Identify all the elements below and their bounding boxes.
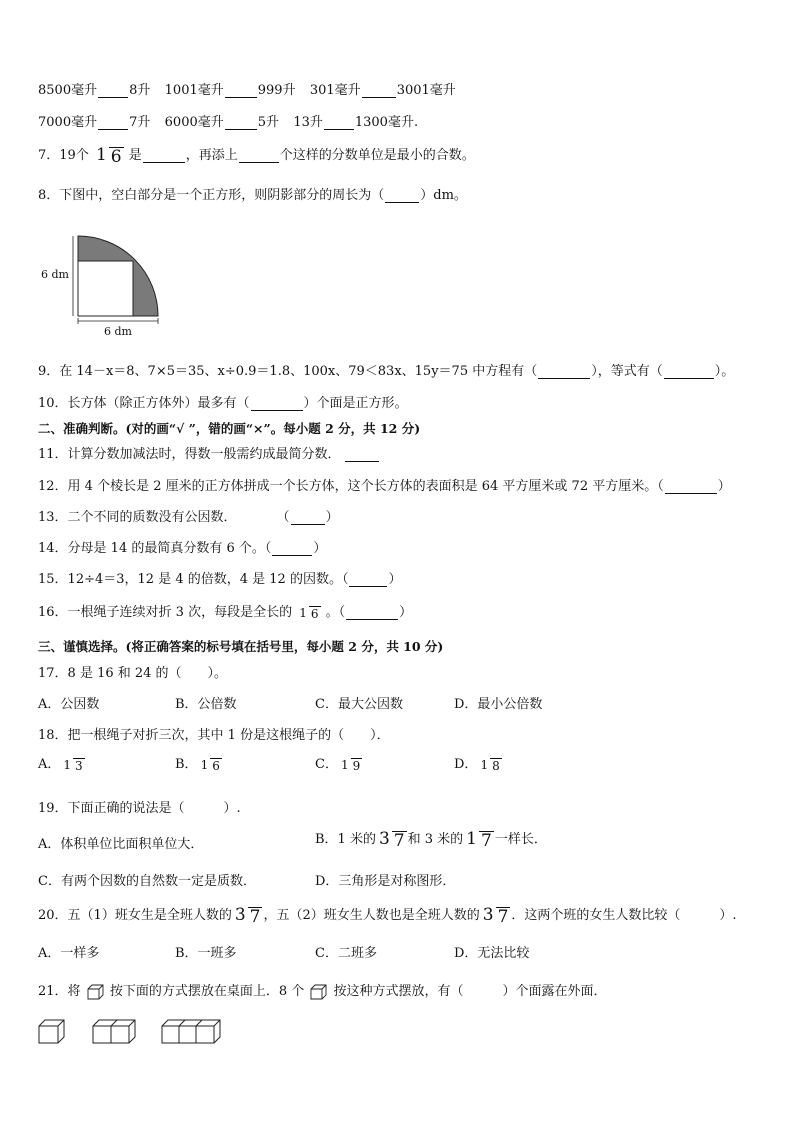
question-16: 16．一根绳子连续对折 3 次，每段是全长的 1 6 。（ ） bbox=[38, 605, 413, 621]
option-a[interactable]: A．一样多 bbox=[38, 946, 100, 961]
conv-item: 7000毫升 bbox=[38, 115, 98, 130]
side-label: 6 dm bbox=[41, 268, 69, 281]
answer-blank[interactable] bbox=[291, 512, 325, 525]
option-d[interactable]: D．三角形是对称图形． bbox=[315, 874, 456, 889]
question-21: 21．将 按下面的方式摆放在桌面上．8 个 按这种方式摆放，有（ ）个面露在外面． bbox=[38, 984, 607, 999]
conv-item: 13升 bbox=[293, 115, 323, 130]
fraction: 3 7 bbox=[234, 905, 261, 927]
conv-item: 5升 bbox=[257, 115, 280, 130]
conv-item: 1300毫升 bbox=[354, 115, 414, 130]
conversion-row-2: 7000毫升 7升 6000毫升 5升 13升 1300毫升. bbox=[38, 113, 418, 134]
three-cubes bbox=[162, 1020, 220, 1043]
section-2-heading: 二、准确判断。(对的画“√ ”，错的画“×”。每小题 2 分，共 12 分) bbox=[38, 421, 421, 436]
question-19: 19．下面正确的说法是（ ）. bbox=[38, 801, 241, 816]
cube-arrangements-figure bbox=[38, 1018, 238, 1048]
answer-blank[interactable] bbox=[225, 85, 257, 98]
answer-blank[interactable] bbox=[665, 481, 717, 494]
conv-item: 8升 bbox=[129, 83, 151, 98]
option-d[interactable]: D．最小公倍数 bbox=[454, 697, 543, 712]
bottom-label: 6 dm bbox=[104, 325, 132, 338]
option-d[interactable]: D． 1 8 bbox=[454, 757, 500, 773]
option-b[interactable]: B． 1 6 bbox=[175, 757, 220, 773]
answer-blank[interactable] bbox=[143, 150, 185, 163]
question-18: 18．把一根绳子对折三次，其中 1 份是这根绳子的（ ）． bbox=[38, 728, 390, 743]
answer-blank[interactable] bbox=[98, 85, 128, 98]
question-8: 8．下图中，空白部分是一个正方形，则阴影部分的周长为（ ）dm。 bbox=[38, 188, 467, 203]
conv-item: 301毫升 bbox=[309, 83, 361, 98]
question-15: 15．12÷4＝3，12 是 4 的倍数，4 是 12 的因数。（ ） bbox=[38, 572, 402, 587]
answer-blank[interactable] bbox=[345, 449, 379, 462]
answer-blank[interactable] bbox=[349, 574, 387, 587]
option-d[interactable]: D．无法比较 bbox=[454, 946, 530, 961]
answer-blank[interactable] bbox=[225, 117, 257, 130]
fraction: 1 6 bbox=[200, 757, 220, 773]
question-12: 12．用 4 个棱长是 2 厘米的正方体拼成一个长方体，这个长方体的表面积是 64 平方厘米或 72 平方厘米。（ ） bbox=[38, 479, 731, 494]
conv-item: 999升 bbox=[257, 83, 296, 98]
question-9: 9．在 14－x＝8、7×5＝35、x÷0.9＝1.8、100x、79＜83x、15y＝75 中方程有（ ），等式有（ ）。 bbox=[38, 364, 735, 379]
question-17: 17．8 是 16 和 24 的（ ）。 bbox=[38, 666, 228, 681]
conversion-row-1 bbox=[38, 81, 456, 102]
option-c[interactable]: C．最大公因数 bbox=[315, 697, 403, 712]
option-a[interactable]: A．公因数 bbox=[38, 697, 100, 712]
answer-blank[interactable] bbox=[362, 85, 396, 98]
question-10: 10．长方体（除正方体外）最多有（ ）个面是正方形。 bbox=[38, 396, 408, 411]
answer-blank[interactable] bbox=[346, 607, 398, 620]
option-b[interactable]: B．一班多 bbox=[175, 946, 237, 961]
answer-blank[interactable] bbox=[324, 117, 354, 130]
option-c[interactable]: C． 1 9 bbox=[315, 757, 361, 773]
fraction: 1 6 bbox=[299, 605, 319, 621]
fraction: 1 3 bbox=[63, 757, 83, 773]
conv-item: 3001毫升 bbox=[396, 83, 456, 98]
two-cubes bbox=[93, 1020, 135, 1043]
conv-item: 1001毫升 bbox=[164, 83, 224, 98]
option-a[interactable]: A．体积单位比面积单位大． bbox=[38, 837, 204, 852]
option-b[interactable]: B．1 米的 3 7 和 3 米的 1 7 一样长． bbox=[315, 829, 547, 851]
conv-item: 8500毫升 bbox=[38, 83, 98, 98]
answer-blank[interactable] bbox=[98, 117, 128, 130]
question-7: 7．19个 1 6 是 ，再添上 个这样的分数单位是最小的合数。 bbox=[38, 145, 475, 167]
conv-item: 6000毫升 bbox=[164, 115, 224, 130]
answer-blank[interactable] bbox=[251, 398, 303, 411]
question-13: 13．二个不同的质数没有公因数． （ ） bbox=[38, 510, 339, 525]
fraction: 1 8 bbox=[480, 757, 500, 773]
fraction: 3 7 bbox=[482, 905, 509, 927]
fraction: 1 7 bbox=[466, 829, 492, 851]
fraction: 1 6 bbox=[95, 145, 122, 167]
option-a[interactable]: A． 1 3 bbox=[38, 757, 83, 773]
fraction: 1 9 bbox=[340, 757, 361, 773]
cube-icon bbox=[310, 984, 327, 1000]
one-cube bbox=[39, 1020, 64, 1043]
question-11: 11．计算分数加减法时，得数一般需约成最简分数． bbox=[38, 445, 380, 466]
answer-blank[interactable] bbox=[664, 366, 714, 379]
answer-blank[interactable] bbox=[538, 366, 590, 379]
option-c[interactable]: C．有两个因数的自然数一定是质数． bbox=[38, 874, 256, 889]
question-14: 14．分母是 14 的最简真分数有 6 个。（ ） bbox=[38, 541, 327, 556]
quarter-circle-figure bbox=[38, 228, 168, 343]
answer-blank[interactable] bbox=[385, 190, 419, 203]
answer-blank[interactable] bbox=[272, 543, 312, 556]
section-3-heading: 三、谨慎选择。(将正确答案的标号填在括号里，每小题 2 分，共 10 分) bbox=[38, 639, 444, 654]
question-20: 20．五（1）班女生是全班人数的 3 7 ，五（2）班女生人数也是全班人数的 3 7 ．这两个班的女生人数比较（ ）. bbox=[38, 905, 737, 927]
option-b[interactable]: B．公倍数 bbox=[175, 697, 237, 712]
conv-item: 7升 bbox=[129, 115, 151, 130]
cube-icon bbox=[87, 984, 104, 1000]
option-c[interactable]: C．二班多 bbox=[315, 946, 377, 961]
fraction: 3 7 bbox=[378, 829, 405, 851]
answer-blank[interactable] bbox=[239, 150, 279, 163]
